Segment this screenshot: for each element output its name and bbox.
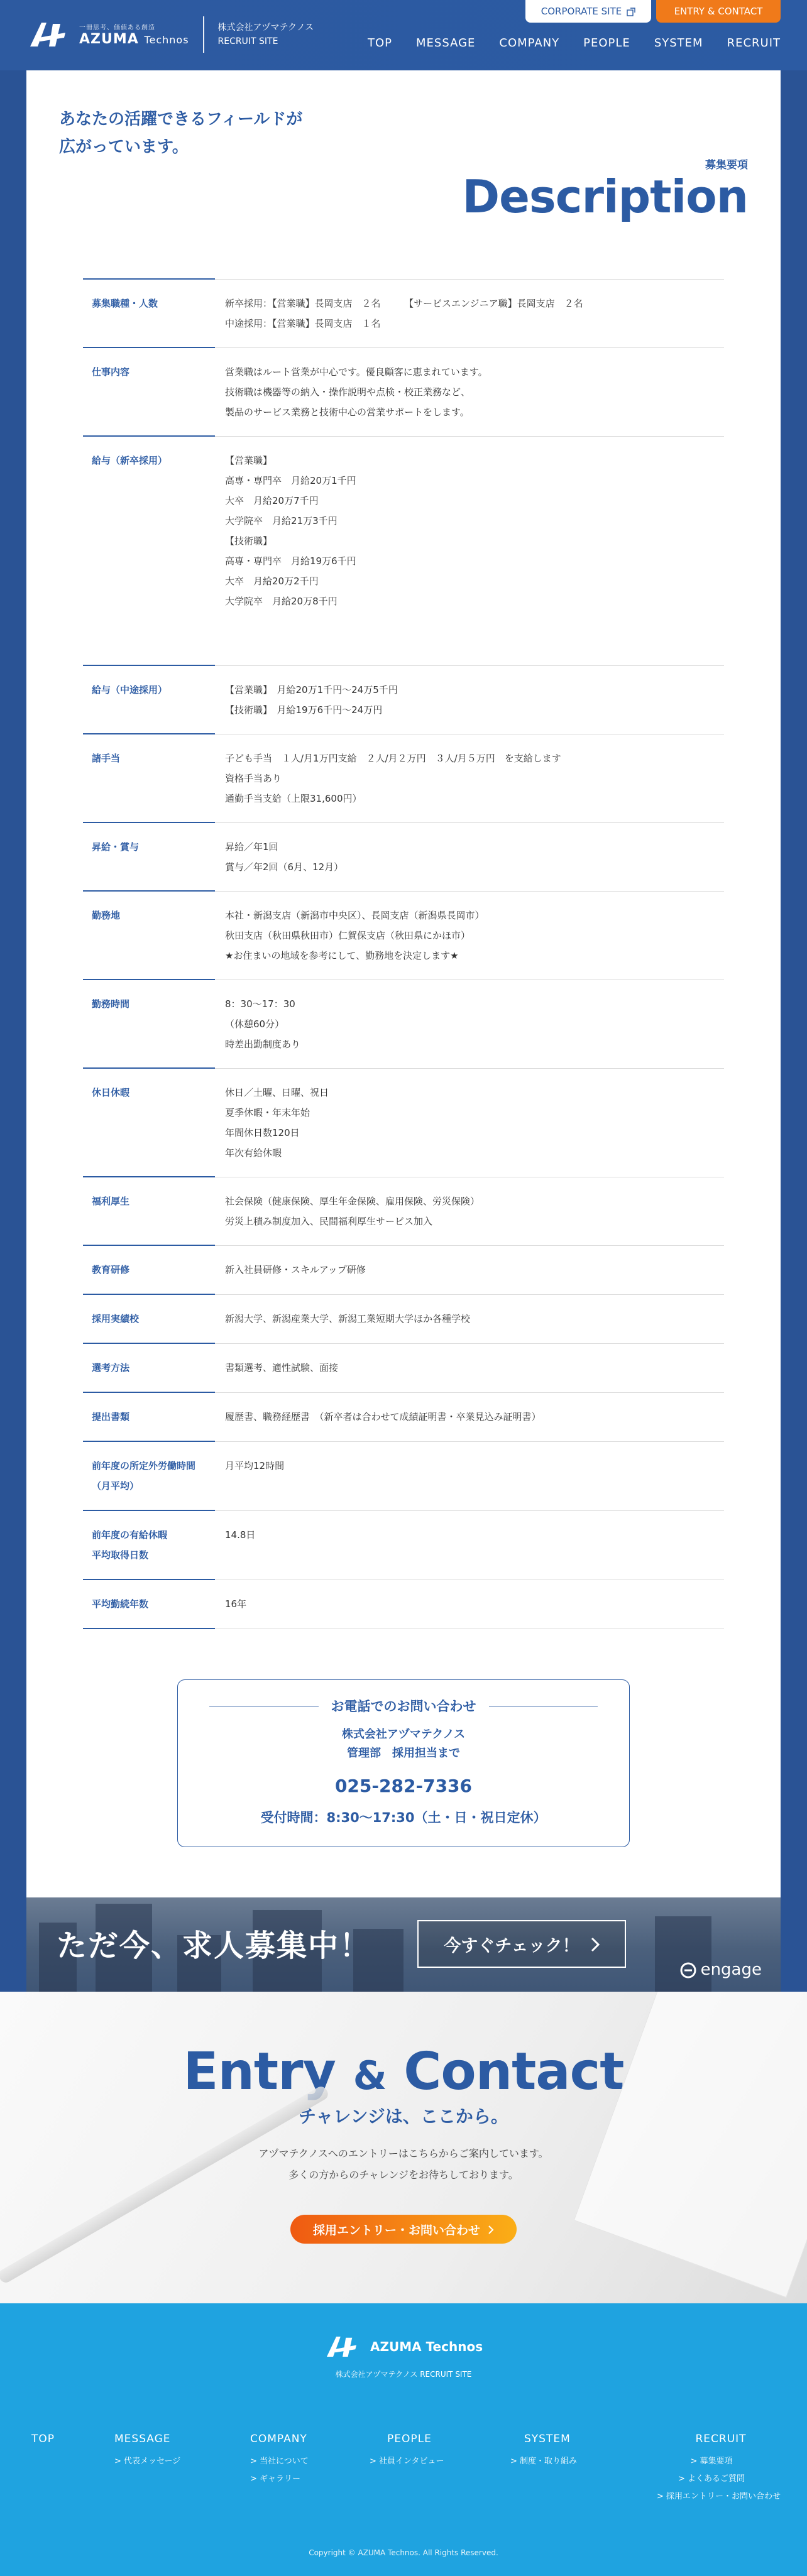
row-value-line: 通勤手当支給（上限31,600円） xyxy=(225,792,362,804)
entry-desc-line2: 多くの方からのチャレンジをお待ちしております。 xyxy=(288,2169,519,2181)
row-label: 昇給・賞与 xyxy=(83,822,215,891)
row-label-line: （月平均） xyxy=(92,1480,140,1492)
row-value-line: 【技術職】 月給19万6千円〜24万円 xyxy=(225,704,383,716)
row-value-line: 賞与／年2回（6月、12月） xyxy=(225,861,344,873)
footer-nav-message[interactable]: MESSAGE xyxy=(114,2433,171,2445)
row-label-line: 平均取得日数 xyxy=(92,1549,149,1561)
job-description-table xyxy=(83,278,724,1629)
azuma-logo-icon xyxy=(28,19,72,50)
nav-people[interactable]: PEOPLE xyxy=(583,36,630,50)
phone-contact-heading: お電話でのお問い合わせ xyxy=(197,1696,610,1715)
table-row xyxy=(83,1245,724,1294)
building-shape xyxy=(655,1916,711,1992)
banner-check-label: 今すぐチェック！ xyxy=(444,1936,579,1956)
row-value-line: 大学院卒 月給21万3千円 xyxy=(225,515,338,527)
description-section xyxy=(26,70,781,1897)
entry-title-b: Contact xyxy=(404,2042,624,2102)
row-label: 勤務時間 xyxy=(83,980,215,1068)
row-label-line: 前年度の有給休暇 xyxy=(92,1529,168,1541)
hero-catch-line1: あなたの活躍できるフィールドが xyxy=(59,110,303,129)
entry-title-amp: & xyxy=(353,2053,387,2098)
row-label: 募集職種・人数 xyxy=(83,279,215,347)
table-row xyxy=(83,1177,724,1245)
row-label: 給与（新卒採用） xyxy=(83,436,215,665)
row-value-line: 子ども手当 １人/月1万円支給 ２人/月２万円 ３人/月５万円 を支給します xyxy=(225,752,561,764)
row-label xyxy=(83,1510,215,1580)
row-label: 提出書類 xyxy=(83,1392,215,1441)
row-value-line: 書類選考、適性試験、面接 xyxy=(225,1362,339,1373)
site-logo[interactable] xyxy=(28,16,314,53)
logo-site-name: RECRUIT SITE xyxy=(217,36,278,46)
row-value-line: 履歴書、職務経歴書 （新卒者は合わせて成績証明書・卒業見込み証明書） xyxy=(225,1411,541,1422)
nav-top[interactable]: TOP xyxy=(367,36,392,50)
row-label: 採用実績校 xyxy=(83,1294,215,1343)
table-row xyxy=(83,1510,724,1580)
row-value-line: 新潟大学、新潟産業大学、新潟工業短期大学ほか各種学校 xyxy=(225,1313,471,1324)
row-value-line: 大卒 月給20万2千円 xyxy=(225,575,319,587)
table-row xyxy=(83,1580,724,1629)
logo-brand-sub: Technos xyxy=(144,34,189,46)
azuma-logo-icon xyxy=(324,2333,362,2360)
table-row xyxy=(83,734,724,822)
logo-tagline: 一冊思考、価値ある創造 xyxy=(79,25,155,31)
table-row xyxy=(83,436,724,665)
banner-check-button[interactable] xyxy=(417,1920,626,1968)
site-header xyxy=(0,0,807,70)
logo-brand: AZUMA xyxy=(79,31,139,47)
table-row xyxy=(83,347,724,436)
row-value-line: 時差出勤制度あり xyxy=(225,1038,301,1050)
row-value-line: 【営業職】 xyxy=(225,454,273,466)
entry-title-a: Entry xyxy=(183,2042,336,2102)
row-value xyxy=(215,1068,724,1177)
footer-nav-recruit[interactable]: RECRUIT xyxy=(695,2433,747,2445)
contact-hours: 受付時間：8:30〜17:30（土・日・祝日定休） xyxy=(260,1810,547,1825)
footer-link-recruit-2[interactable]: > 採用エントリー・お問い合わせ xyxy=(656,2492,781,2501)
row-value xyxy=(215,347,724,436)
engage-recruit-banner[interactable] xyxy=(26,1897,781,1992)
nav-message[interactable]: MESSAGE xyxy=(415,36,476,50)
footer-link-label: ギャラリー xyxy=(260,2474,301,2484)
footer-link-label: よくあるご質問 xyxy=(688,2474,745,2484)
row-label: 教育研修 xyxy=(83,1245,215,1294)
footer-link-people-0[interactable]: > 社員インタビュー xyxy=(370,2457,444,2466)
phone-contact-box xyxy=(177,1679,630,1847)
hero-catch-line2: 広がっています。 xyxy=(59,138,189,156)
table-row xyxy=(83,1294,724,1343)
row-value xyxy=(215,436,724,665)
table-row xyxy=(83,1392,724,1441)
row-value xyxy=(215,1343,724,1392)
row-label: 平均勤続年数 xyxy=(83,1580,215,1629)
row-value xyxy=(215,822,724,891)
row-label: 仕事内容 xyxy=(83,347,215,436)
nav-system[interactable]: SYSTEM xyxy=(654,36,703,50)
footer-nav-top[interactable]: TOP xyxy=(31,2433,55,2445)
row-value-line: 労災上積み制度加入、民間福利厚生サービス加入 xyxy=(225,1215,433,1227)
engage-logo xyxy=(679,1960,762,1979)
row-value xyxy=(215,1392,724,1441)
footer-col-system xyxy=(510,2433,577,2470)
footer-link-label: 社員インタビュー xyxy=(379,2457,444,2466)
row-value xyxy=(215,1441,724,1510)
footer-link-label: 代表メッセージ xyxy=(124,2457,181,2466)
row-value-line: 【営業職】 月給20万1千円〜24万5千円 xyxy=(225,684,398,696)
row-value-line: ★お住まいの地域を参考にして、勤務地を決定します★ xyxy=(225,949,459,961)
row-label: 福利厚生 xyxy=(83,1177,215,1245)
footer-link-company-1[interactable]: > ギャラリー xyxy=(250,2474,301,2484)
engage-logo-text: engage xyxy=(700,1960,762,1979)
row-value xyxy=(215,1294,724,1343)
entry-button[interactable] xyxy=(290,2215,517,2244)
footer-link-message-0[interactable]: > 代表メッセージ xyxy=(114,2457,181,2466)
nav-recruit[interactable]: RECRUIT xyxy=(727,36,781,50)
row-value xyxy=(215,665,724,734)
global-nav xyxy=(344,36,781,50)
row-value-line: 営業職はルート営業が中心です。優良顧客に恵まれています。 xyxy=(225,366,488,378)
footer-nav-company[interactable]: COMPANY xyxy=(250,2433,307,2445)
site-footer xyxy=(0,2303,807,2576)
footer-link-company-0[interactable]: > 当社について xyxy=(250,2457,309,2466)
footer-site-name: 株式会社アヅマテクノス RECRUIT SITE xyxy=(335,2370,472,2379)
row-value-line: 月平均12時間 xyxy=(225,1460,285,1471)
chevron-right-icon xyxy=(591,1935,600,1954)
row-value xyxy=(215,1245,724,1294)
footer-col-company xyxy=(250,2433,309,2488)
copyright: Copyright © AZUMA Technos. All Rights Reserved. xyxy=(309,2548,498,2557)
row-label: 勤務地 xyxy=(83,891,215,980)
row-value-line: 社会保険（健康保険、厚生年金保険、雇用保険、労災保険） xyxy=(225,1195,480,1207)
footer-link-label: 制度・取り組み xyxy=(520,2457,578,2466)
nav-company[interactable]: COMPANY xyxy=(499,36,560,50)
hero-catch xyxy=(59,106,748,161)
row-value-line: 高専・専門卒 月給20万1千円 xyxy=(225,474,356,486)
footer-link-label: 採用エントリー・お問い合わせ xyxy=(666,2492,781,2501)
table-row xyxy=(83,279,724,347)
table-row xyxy=(83,665,724,734)
row-label-line: 前年度の所定外労働時間 xyxy=(92,1460,196,1471)
contact-phone-number[interactable]: 025-282-7336 xyxy=(334,1776,473,1796)
row-value xyxy=(215,1510,724,1580)
row-label: 休日休暇 xyxy=(83,1068,215,1177)
entry-contact-section xyxy=(0,1992,807,2303)
footer-col-people xyxy=(370,2433,444,2470)
table-row xyxy=(83,1068,724,1177)
contact-company: 株式会社アヅマテクノス xyxy=(341,1728,466,1741)
row-value-line: 休日／土曜、日曜、祝日 xyxy=(225,1086,329,1098)
row-value-line: 年間休日数120日 xyxy=(225,1127,300,1138)
row-value xyxy=(215,980,724,1068)
row-value-line: 中途採用：【営業職】長岡支店 １名 xyxy=(225,317,381,329)
row-value-line: 新卒採用：【営業職】長岡支店 ２名 【サービスエンジニア職】長岡支店 ２名 xyxy=(225,297,583,309)
footer-col-top xyxy=(31,2433,55,2453)
corporate-site-button[interactable] xyxy=(525,0,651,23)
row-spacer xyxy=(225,611,724,652)
footer-col-message xyxy=(114,2433,180,2470)
footer-link-system-0[interactable]: > 制度・取り組み xyxy=(510,2457,578,2466)
footer-logo[interactable] xyxy=(0,2333,807,2379)
row-value-line: 夏季休暇・年末年始 xyxy=(225,1106,310,1118)
row-value-line: 秋田支店（秋田県秋田市）仁賀保支店（秋田県にかほ市） xyxy=(225,929,471,941)
row-value-line: 8：30〜17：30 xyxy=(225,998,295,1010)
entry-catch: チャレンジは、ここから。 xyxy=(299,2106,508,2127)
row-value-line: 14.8日 xyxy=(225,1529,256,1541)
footer-brand: AZUMA Technos xyxy=(370,2339,483,2354)
external-link-icon xyxy=(627,6,635,17)
footer-link-label: 募集要項 xyxy=(700,2457,733,2466)
section-subtitle: 募集要項 xyxy=(705,159,748,172)
footer-nav-system[interactable]: SYSTEM xyxy=(524,2433,571,2445)
table-row xyxy=(83,980,724,1068)
row-label: 選考方法 xyxy=(83,1343,215,1392)
row-value-line: 資格手当あり xyxy=(225,772,282,784)
chevron-right-icon xyxy=(488,2222,494,2236)
row-value-line: 大卒 月給20万7千円 xyxy=(225,494,319,506)
row-value xyxy=(215,891,724,980)
entry-contact-label: ENTRY & CONTACT xyxy=(674,6,763,17)
footer-nav xyxy=(0,2433,807,2521)
footer-link-recruit-1[interactable]: > よくあるご質問 xyxy=(678,2474,745,2484)
logo-divider xyxy=(203,16,204,53)
contact-dept: 管理部 採用担当まで xyxy=(347,1747,460,1760)
corporate-site-label: CORPORATE SITE xyxy=(541,6,622,17)
footer-nav-people[interactable]: PEOPLE xyxy=(387,2433,432,2445)
row-label: 給与（中途採用） xyxy=(83,665,215,734)
row-value-line: 昇給／年1回 xyxy=(225,841,278,853)
row-value-line: 新入社員研修・スキルアップ研修 xyxy=(225,1263,366,1275)
row-value-line: 【技術職】 xyxy=(225,535,273,547)
footer-col-recruit xyxy=(642,2433,781,2506)
entry-contact-button[interactable] xyxy=(656,0,781,23)
row-value xyxy=(215,1177,724,1245)
row-value xyxy=(215,734,724,822)
row-label: 諸手当 xyxy=(83,734,215,822)
entry-button-label: 採用エントリー・お問い合わせ xyxy=(312,2223,480,2237)
footer-link-recruit-0[interactable]: > 募集要項 xyxy=(690,2457,733,2466)
row-value-line: 大学院卒 月給20万8千円 xyxy=(225,595,338,607)
table-row xyxy=(83,1343,724,1392)
table-row xyxy=(83,822,724,891)
logo-company-name: 株式会社アヅマテクノス xyxy=(217,23,314,33)
row-value-line: 年次有給休暇 xyxy=(225,1147,282,1159)
section-title: Description xyxy=(462,170,748,223)
row-value xyxy=(215,279,724,347)
row-value xyxy=(215,1580,724,1629)
entry-desc-line1: アヅマテクノスへのエントリーはこちらからご案内しています。 xyxy=(258,2148,549,2159)
engage-mark-icon xyxy=(679,1960,697,1979)
row-value-line: 高専・専門卒 月給19万6千円 xyxy=(225,555,356,567)
row-value-line: 製品のサービス業務と技術中心の営業サポートをします。 xyxy=(225,406,469,418)
banner-text: ただ今、求人募集中！ xyxy=(57,1928,371,1963)
table-row xyxy=(83,891,724,980)
row-value-line: （休憩60分） xyxy=(225,1018,285,1030)
row-value-line: 技術職は機器等の納入・操作説明や点検・校正業務など、 xyxy=(225,386,471,398)
row-value-line: 16年 xyxy=(225,1598,247,1610)
footer-link-label: 当社について xyxy=(260,2457,309,2466)
table-row xyxy=(83,1441,724,1510)
row-label xyxy=(83,1441,215,1510)
row-value-line: 本社・新潟支店（新潟市中央区）、長岡支店（新潟県長岡市） xyxy=(225,909,485,921)
